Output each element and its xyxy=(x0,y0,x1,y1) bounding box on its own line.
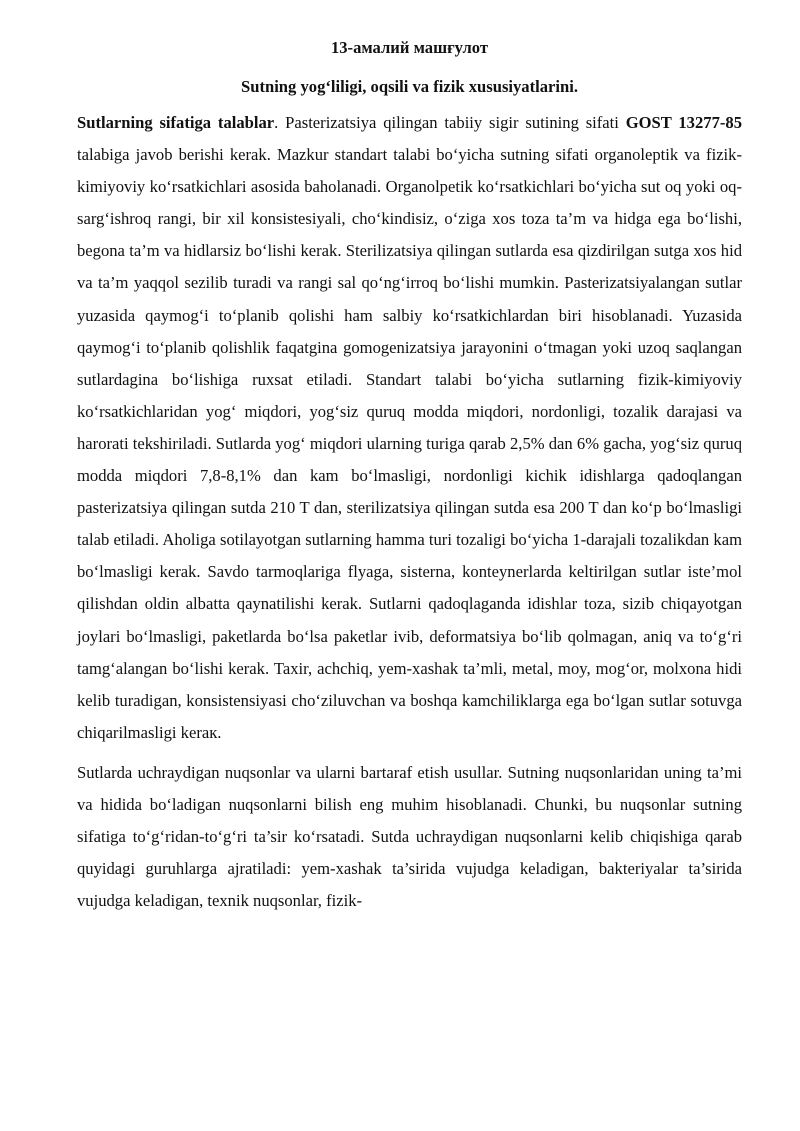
document-page xyxy=(77,36,742,917)
paragraph-milk-defects: Sutlarda uchraydigan nuqsonlar va ularni bartaraf etish usullar. Sutning nuqsonlaridan uning ta’mi va hidida bo‘ladigan nuqsonlarni bilish eng muhim hisoblanadi. Chunki, bu nuqsonlar sutning sifatiga to‘g‘ridan-to‘g‘ri ta’sir ko‘rsatadi. Sutda uchraydigan nuqsonlarni kelib chiqishiga qarab quyidagi guruhlarga ajratiladi: yem-xashak ta’sirida vujudga keladigan, bakteriyalar ta’sirida vujudga keladigan, texnik nuqsonlar, fizik- xyxy=(77,762,742,911)
paragraph-text-segment: talabiga javob berishi kerak. Mazkur standart talabi bo‘yicha sutning sifati organoleptik va fizik-kimiyoviy ko‘rsatkichlari asosida baholanadi. Organolpetik ko‘rsatkichlari bo‘yicha sut oq yoki oq-sarg‘ishroq rangi, bir xil konsistesiyali, cho‘kindisiz, o‘ziga xos toza ta’m va hidga ega bo‘lishi, begona ta’m va hidlarsiz bo‘lishi kerak. Sterilizatsiya qilingan sutlarda esa qizdirilgan sutga xos hid va ta’m yaqqol sezilib turadi va rangi sal qo‘ng‘irroq bo‘lishi mumkin. Pasterizatsiyalangan sutlar yuzasida qaymog‘i to‘planib qolishi ham salbiy ko‘rsatkichlardan biri hisoblanadi. Yuzasida qaymog‘i to‘planib qolishlik faqatgina gomogenizatsiya jarayonini o‘tmagan yoki uzoq saqlangan sutlardagina bo‘lishiga ruxsat etiladi. Standart talabi bo‘yicha sutlarning fizik-kimiyoviy ko‘rsatkichlaridan yog‘ miqdori, yog‘siz quruq modda miqdori, nordonligi, tozalik darajasi va harorati tekshiriladi. Sutlarda yog‘ miqdori ularning turiga qarab 2,5% dan 6% gacha, yog‘siz quruq modda miqdori 7,8-8,1% dan kam bo‘lmasligi, nordonligi kichik idishlarga qadoqlangan pasterizatsiya qilingan sutda 210 T dan, sterilizatsiya qilingan sutda esa 200 T dan ko‘p bo‘lmasligi talab etiladi. Aholiga sotilayotgan sutlarning hamma turi tozaligi bo‘yicha 1-darajali tozalikdan kam bo‘lmasligi kerak. Savdo tarmoqlariga flyaga, sisterna, konteynerlarda keltirilgan sutlar iste’mol qilishdan oldin albatta qaynatilishi kerak. Sutlarni qadoqlaganda idishlar toza, sizib chiqayotgan joylari bo‘lmasligi, paketlarda bo‘lsa paketlar ivib, deformatsiya bo‘lib qolmagan, aniq va to‘g‘ri tamg‘alangan bo‘lishi kerak. Taxir, achchiq, yem-xashak ta’mli, metal, moy, mog‘or, molxona hidi kelib turadigan, konsistensiyasi cho‘ziluvchan va boshqa kamchiliklarga ega bo‘lgan sutlar sotuvga chiqarilmasligi keraк. xyxy=(77,145,742,742)
paragraph-milk-quality-requirements xyxy=(77,107,742,749)
paragraph-text-segment: . Pasterizatsiya qilingan tabiiy sigir sutining sifati xyxy=(274,113,626,132)
standard-reference: GOST 13277-85 xyxy=(625,113,742,132)
document-subtitle: Sutning yog‘liligi, oqsili va fizik xususiyatlarini. xyxy=(240,77,579,96)
paragraph-lead-heading: Sutlarning sifatiga talablar xyxy=(77,113,275,132)
document-title: 13-амалий машғулот xyxy=(330,38,489,57)
